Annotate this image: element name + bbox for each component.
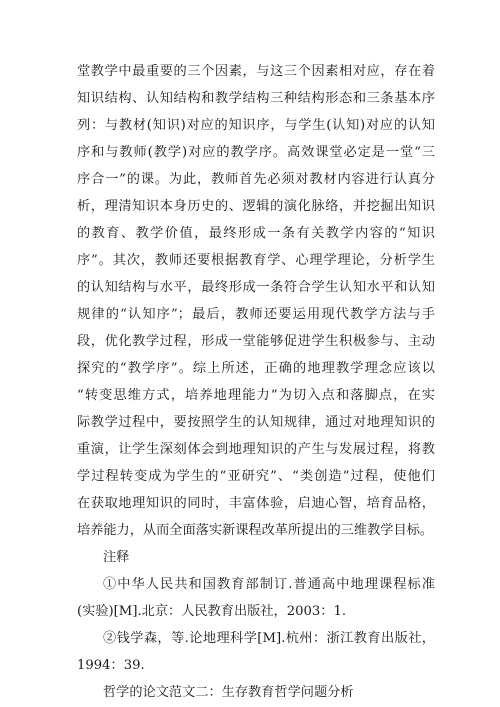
body-line: 的教育、教学价值，最终形成一条有关教学内容的“知识 — [77, 226, 435, 241]
body-line: 序和与教师(教学)对应的教学序。高效课堂必定是一堂“三 — [77, 145, 435, 160]
body-line: 段，优化教学过程，形成一堂能够促进学生积极参与、主动 — [77, 334, 435, 349]
body-line: 序合一”的课。为此，教师首先必须对教材内容进行认真分 — [77, 172, 435, 187]
body-line: 序”。其次，教师还要根据教育学、心理学理论，分析学生 — [77, 253, 435, 268]
body-line: 在获取地理知识的同时，丰富体验，启迪心智，培育品格， — [77, 496, 435, 511]
note-1-line-2: (实验)[M].北京：人民教育出版社，2003：1. — [77, 604, 347, 619]
body-line: 学过程转变成为学生的“亚研究”、“类创造”过程，使他们 — [77, 469, 435, 484]
body-line: 堂教学中最重要的三个因素，与这三个因素相对应，存在着 — [77, 64, 435, 79]
body-line: 的认知结构与水平，最终形成一条符合学生认知水平和认知 — [77, 280, 435, 295]
body-line: 重演，让学生深刻体会到地理知识的产生与发展过程，将教 — [77, 442, 435, 457]
note-2-line-1: ②钱学森，等.论地理科学[M].杭州：浙江教育出版社， — [103, 631, 435, 646]
body-line: 培养能力，从而全面落实新课程改革所提出的三维教学目标。 — [77, 523, 434, 538]
body-line: 际教学过程中，要按照学生的认知规律，通过对地理知识的 — [77, 415, 435, 430]
body-line: 规律的“认知序”；最后，教师还要运用现代教学方法与手 — [77, 307, 435, 322]
body-line: 析，理清知识本身历史的、逻辑的演化脉络，并挖掘出知识 — [77, 199, 435, 214]
next-section-title: 哲学的论文范文二：生存教育哲学问题分析 — [103, 685, 354, 700]
body-line: 列：与教材(知识)对应的知识序，与学生(认知)对应的认知 — [77, 118, 435, 133]
body-line: 探究的“教学序”。综上所述，正确的地理教学理念应该以 — [77, 361, 435, 376]
document-page — [77, 58, 435, 706]
notes-heading: 注释 — [103, 550, 130, 565]
note-1-line-1: ①中华人民共和国教育部制订.普通高中地理课程标准 — [103, 577, 435, 592]
note-2-line-2: 1994：39. — [77, 658, 145, 673]
body-line: 知识结构、认知结构和教学结构三种结构形态和三条基本序 — [77, 91, 435, 106]
body-line: “转变思维方式，培养地理能力”为切入点和落脚点，在实 — [77, 388, 435, 403]
